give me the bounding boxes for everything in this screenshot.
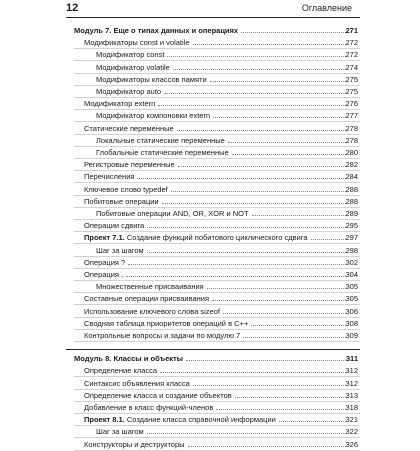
running-head: Оглавление [301, 3, 352, 13]
toc-entry[interactable] [0, 171, 420, 182]
toc-entry-title: Модификатор volatile [96, 62, 170, 72]
toc-entry[interactable] [0, 293, 420, 304]
toc-entry-title: Добавление в класс функций-членов [84, 403, 214, 412]
leader-dots [128, 257, 346, 268]
page-header [0, 0, 420, 14]
toc-entry-title: Шаг за шагом [96, 427, 144, 437]
leader-dots [171, 184, 346, 195]
toc-entry[interactable] [0, 257, 420, 268]
toc-entry-page: 313 [345, 390, 358, 400]
leader-dots [311, 232, 346, 243]
toc-entry-page: 297 [345, 233, 358, 243]
toc-entry-title: Локальные статические переменные [96, 135, 225, 145]
toc-entry-page: 272 [345, 50, 358, 60]
toc-entry-page: 275 [345, 87, 358, 96]
toc-entry-title: Модификатор extern [84, 99, 156, 109]
toc-entry-page: 277 [345, 111, 358, 121]
toc-entry[interactable] [0, 196, 420, 207]
toc-entry-title: Синтаксис объявления класса [84, 378, 190, 388]
toc-entry[interactable] [0, 147, 420, 158]
toc-entry-title: Модуль 7. Еще о типах данных и операциях [74, 26, 239, 35]
toc-entry-page: 298 [345, 245, 358, 255]
toc-entry-page: 302 [345, 257, 358, 267]
toc-entry[interactable] [0, 37, 420, 48]
toc-entry-title: Побитовые операции AND, OR, XOR и NOT [96, 209, 249, 218]
toc-entry-title: Определение класса [84, 366, 158, 376]
toc-entry-title: Модификатор auto [96, 87, 162, 96]
toc-entry-page: 278 [345, 135, 358, 145]
toc-entry[interactable] [0, 439, 420, 450]
leader-dots [193, 378, 346, 389]
toc-entry-page: 275 [345, 74, 358, 84]
toc-entry-page: 321 [345, 415, 358, 425]
toc-entry-page: 318 [345, 403, 358, 412]
toc-entry[interactable] [0, 232, 420, 243]
toc-entry[interactable] [0, 184, 420, 195]
leader-dots [251, 318, 346, 329]
toc-entry-title: Модификатор const [96, 50, 165, 60]
leader-dots [173, 62, 346, 73]
toc-entry-page: 326 [345, 439, 358, 449]
toc-module-entry[interactable] [0, 25, 420, 36]
toc-entry[interactable] [0, 402, 420, 413]
toc-entry[interactable] [0, 49, 420, 60]
toc-entry-title: Операция ? [84, 257, 126, 267]
leader-dots [186, 353, 346, 364]
project-label: Проект 7.1. [84, 233, 125, 243]
toc-entry[interactable] [0, 330, 420, 341]
toc-entry-title: Использование ключевого слова sizeof [84, 306, 220, 316]
toc-entry-title: Ключевое слово typedef [84, 184, 168, 194]
leader-dots [241, 25, 346, 36]
toc-entry-title: Сводная таблица приоритетов операций в C++ [84, 318, 249, 328]
section-rule [66, 349, 360, 350]
header-rule [66, 17, 360, 18]
toc-module-entry[interactable] [0, 353, 420, 364]
toc-entry-title: Глобальные статические переменные [96, 148, 229, 157]
toc-entry[interactable] [0, 306, 420, 317]
leader-dots [207, 281, 346, 292]
toc-entry[interactable] [0, 208, 420, 219]
toc-entry-title: Операция , [84, 270, 124, 279]
toc-entry[interactable] [0, 318, 420, 329]
toc-entry[interactable] [0, 245, 420, 256]
toc-entry[interactable] [0, 365, 420, 376]
toc-entry-title: Шаг за шагом [96, 245, 144, 255]
leader-dots [162, 196, 346, 207]
toc-entry-page: 278 [345, 123, 358, 133]
toc-entry-title: Модуль 8. Классы и объекты [74, 354, 184, 364]
toc-entry-page: 276 [345, 99, 358, 109]
toc-entry[interactable] [0, 281, 420, 292]
toc-entry-page: 312 [345, 366, 358, 376]
leader-dots [167, 49, 346, 60]
toc-entry-title: Контрольные вопросы и задачи по модулю 7 [84, 331, 241, 340]
toc-entry-title: Модификаторы классов памяти [96, 74, 207, 84]
toc-entry-title [84, 232, 308, 243]
toc-entry-page: 311 [345, 354, 358, 364]
project-subtitle: Создание класса справочной информации [126, 415, 276, 425]
toc-entry-page: 305 [345, 282, 358, 292]
toc-entry[interactable] [0, 426, 420, 437]
toc-entry-title: Операции сдвига [84, 221, 145, 231]
page-number: 12 [66, 2, 79, 14]
toc-entry-page: 312 [345, 378, 358, 388]
leader-dots [126, 269, 346, 280]
toc-entry-page: 308 [345, 318, 358, 328]
toc-entry-title: Определение класса и создание объектов [84, 390, 232, 400]
leader-dots [193, 37, 346, 48]
leader-dots [147, 426, 346, 437]
leader-dots [164, 86, 346, 97]
toc-entry-page: 309 [345, 331, 358, 340]
toc-entry-title: Побитовые операции [84, 196, 159, 206]
leader-dots [216, 402, 346, 413]
toc-entry-page: 305 [345, 294, 358, 304]
entry-divider [74, 341, 360, 342]
toc-entry[interactable] [0, 269, 420, 280]
leader-dots [137, 171, 346, 182]
toc-entry[interactable] [0, 123, 420, 134]
entry-divider [74, 450, 360, 451]
toc-entry-page: 271 [345, 26, 358, 35]
toc-entry-title: Составные операции присваивания [84, 294, 210, 304]
leader-dots [158, 98, 346, 109]
leader-dots [212, 293, 346, 304]
toc-entry-title: Конструкторы и деструкторы [84, 439, 185, 449]
leader-dots [178, 159, 346, 170]
toc-entry-page: 284 [345, 172, 358, 182]
toc-entry[interactable] [0, 62, 420, 73]
leader-dots [213, 110, 346, 121]
toc-entry[interactable] [0, 390, 420, 401]
leader-dots [147, 245, 346, 256]
toc-entry-page: 295 [345, 221, 358, 231]
toc-entry-page: 288 [345, 184, 358, 194]
toc-entry[interactable] [0, 135, 420, 146]
toc-entry-title: Множественные присваивания [96, 282, 204, 292]
toc-entry-page: 272 [345, 38, 358, 48]
project-label: Проект 8.1. [84, 415, 125, 425]
leader-dots [188, 439, 346, 450]
toc-entry[interactable] [0, 86, 420, 97]
leader-dots [210, 74, 346, 85]
toc-entry-page: 274 [345, 62, 358, 72]
leader-dots [228, 135, 346, 146]
toc-entry-page: 288 [345, 196, 358, 206]
toc-entry-title: Модификаторы const и volatile [84, 38, 190, 48]
toc-entry[interactable] [0, 74, 420, 85]
leader-dots [243, 330, 346, 341]
leader-dots [177, 123, 346, 134]
toc-entry-title: Модификатор компоновки extern [96, 111, 211, 121]
toc-entry[interactable] [0, 220, 420, 231]
leader-dots [232, 147, 346, 158]
toc-entry[interactable] [0, 98, 420, 109]
toc-entry-title: Статические переменные [84, 123, 174, 133]
toc-entry[interactable] [0, 378, 420, 389]
toc-entry-title: Регистровые переменные [84, 160, 175, 170]
toc-entry-page: 322 [345, 427, 358, 437]
leader-dots [235, 390, 346, 401]
leader-dots [223, 306, 346, 317]
toc-entry[interactable] [0, 110, 420, 121]
toc-entry-title: Перечисления [84, 172, 135, 182]
toc-entry-page: 282 [345, 160, 358, 170]
project-subtitle: Создание функций побитового циклического сдвига [126, 233, 308, 243]
leader-dots [147, 220, 346, 231]
leader-dots [160, 365, 346, 376]
toc-entry-page: 304 [345, 270, 358, 279]
toc-entry[interactable] [0, 159, 420, 170]
toc-entry-page: 280 [345, 148, 358, 157]
toc-entry-page: 306 [345, 306, 358, 316]
toc-entry-page: 289 [345, 209, 358, 218]
leader-dots [252, 208, 346, 219]
